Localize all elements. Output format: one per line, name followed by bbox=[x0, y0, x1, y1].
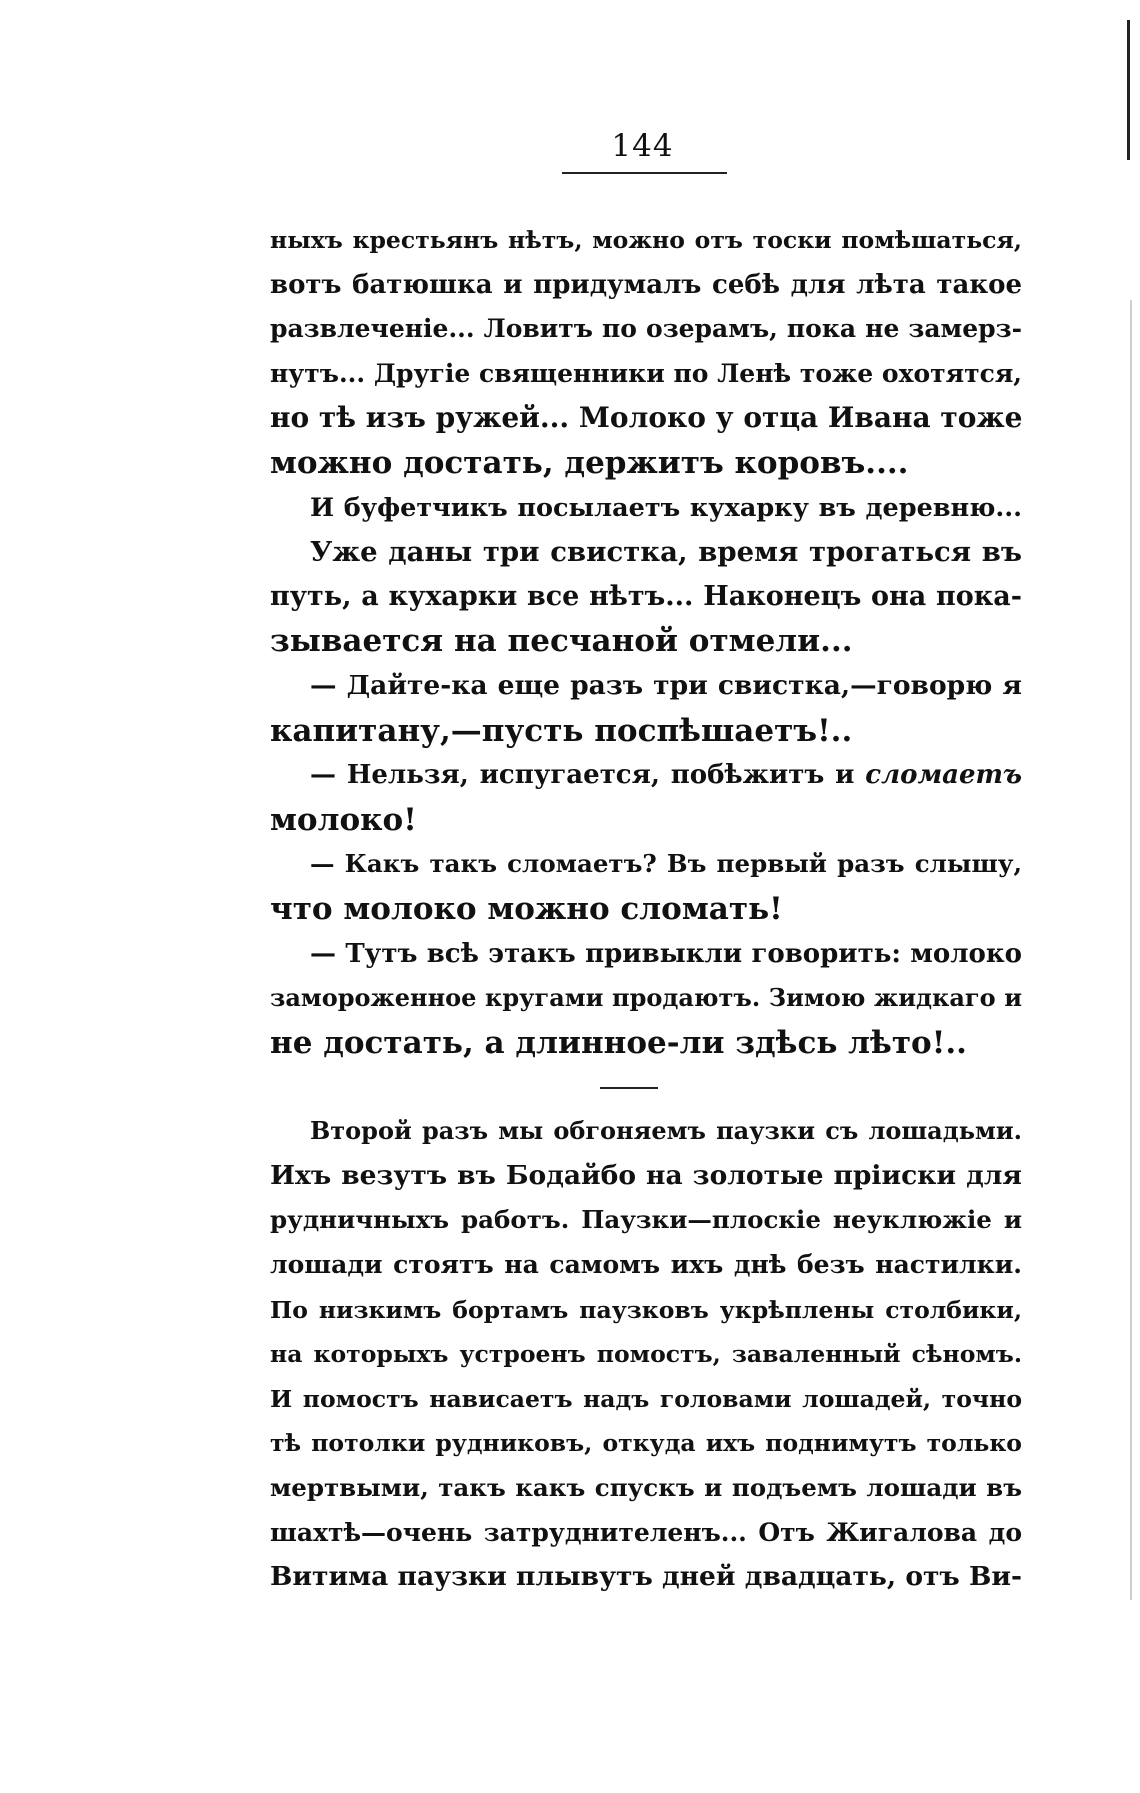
text-line: — Дайте-ка еще разъ три свистка,—говорю я bbox=[310, 669, 1022, 701]
text-line bbox=[270, 753, 1022, 798]
text-line: И буфетчикъ посылаетъ кухарку въ деревню... bbox=[310, 492, 1022, 523]
text-line-main: — Нельзя, испугается, побѣжитъ и bbox=[310, 760, 855, 791]
scan-edge-shadow bbox=[1130, 300, 1132, 1600]
page-number-rule bbox=[562, 172, 727, 174]
text-line: тѣ потолки рудниковъ, откуда ихъ поднимутъ только bbox=[270, 1429, 1022, 1458]
text-line: Ихъ везутъ въ Бодайбо на золотые пріиски для bbox=[270, 1159, 1022, 1191]
text-line: что молоко можно сломать! bbox=[270, 890, 783, 927]
text-line: Второй разъ мы обгоняемъ паузки съ лошадьми. bbox=[310, 1116, 1022, 1146]
text-line: замороженное кругами продаютъ. Зимою жидкаго и bbox=[270, 983, 1022, 1013]
text-line: но тѣ изъ ружей... Молоко у отца Ивана тоже bbox=[270, 401, 1023, 435]
text-line: можно достать, держитъ коровъ.... bbox=[270, 444, 909, 481]
text-line: рудничныхъ работъ. Паузки—плоскіе неуклюжіе и bbox=[270, 1205, 1022, 1235]
text-line: на которыхъ устроенъ помостъ, заваленный сѣномъ. bbox=[270, 1340, 1022, 1369]
text-line: капитану,—пусть поспѣшаетъ!.. bbox=[270, 712, 853, 749]
section-separator bbox=[600, 1087, 658, 1089]
text-line: нутъ... Другіе священники по Ленѣ тоже охотятся, bbox=[270, 358, 1022, 388]
scan-edge-mark bbox=[1127, 20, 1130, 160]
text-line: развлеченіе... Ловитъ по озерамъ, пока не замерз- bbox=[270, 314, 1022, 344]
text-line: По низкимъ бортамъ паузковъ укрѣплены столбики, bbox=[270, 1295, 1022, 1324]
italic-word: сломаетъ bbox=[865, 760, 1022, 791]
body-text bbox=[270, 218, 1022, 1600]
text-line: лошади стоятъ на самомъ ихъ днѣ безъ настилки. bbox=[270, 1250, 1022, 1280]
text-line: мертвыми, такъ какъ спускъ и подъемъ лошади въ bbox=[270, 1473, 1022, 1503]
text-line: не достать, а длинное-ли здѣсь лѣто!.. bbox=[270, 1024, 967, 1061]
text-line: — Какъ такъ сломаетъ? Въ первый разъ слышу, bbox=[310, 849, 1022, 879]
text-line: И помостъ нависаетъ надъ головами лошадей, точно bbox=[270, 1384, 1022, 1413]
text-line: Уже даны три свистка, время трогаться въ bbox=[310, 536, 1022, 569]
text-line: шахтѣ—очень затруднителенъ... Отъ Жигалова до bbox=[270, 1517, 1022, 1547]
section-gap bbox=[270, 1065, 1022, 1109]
text-line: путь, а кухарки все нѣтъ... Наконецъ она пока- bbox=[270, 580, 1022, 612]
text-line: — Тутъ всѣ этакъ привыкли говорить: молоко bbox=[310, 938, 1022, 969]
text-line: молоко! bbox=[270, 801, 417, 838]
text-line: вотъ батюшка и придумалъ себѣ для лѣта такое bbox=[270, 269, 1022, 300]
text-line: Витима паузки плывутъ дней двадцать, отъ Ви- bbox=[270, 1561, 1023, 1593]
text-line: ныхъ крестьянъ нѣтъ, можно отъ тоски помѣшаться, bbox=[270, 226, 1022, 254]
text-line: зывается на песчаной отмели... bbox=[270, 623, 853, 660]
page-number: 144 bbox=[611, 128, 674, 164]
